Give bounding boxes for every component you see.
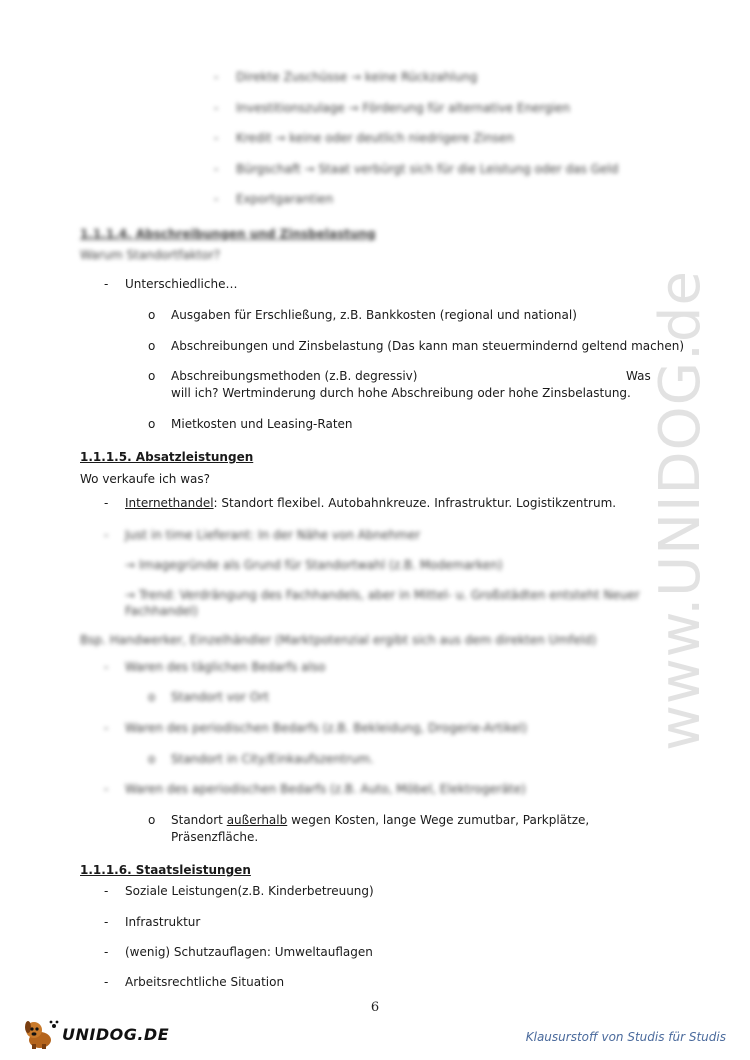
bullet-circle: o bbox=[148, 813, 156, 827]
blurred-list-item: → Trend: Verdrängung des Fachhandels, aber in Mittel- u. Großstädten entsteht Neuer bbox=[125, 588, 640, 602]
blurred-list-item: Standort vor Ort bbox=[171, 690, 269, 704]
blurred-list-item: Standort in City/Einkaufszentrum. bbox=[171, 752, 374, 766]
bullet-circle: o bbox=[148, 369, 156, 383]
bullet-dash: - bbox=[104, 975, 109, 989]
list-item-internethandel bbox=[125, 495, 616, 511]
internethandel-text: : Standort flexibel. Autobahnkreuze. Infrastruktur. Logistikzentrum. bbox=[213, 496, 617, 510]
list-item: Unterschiedliche… bbox=[125, 277, 238, 291]
section-heading-absatzleistungen: 1.1.1.5. Absatzleistungen bbox=[80, 450, 254, 464]
bullet-dash: - bbox=[104, 660, 109, 674]
logo-text: UNIDOG.DE bbox=[62, 1024, 170, 1044]
blurred-list-item: Direkte Zuschüsse → keine Rückzahlung bbox=[236, 70, 478, 84]
blurred-list-item: Waren des periodischen Bedarfs (z.B. Bekleidung, Drogerie-Artikel) bbox=[125, 721, 528, 735]
bullet-dash: - bbox=[104, 528, 109, 542]
list-item-standort bbox=[171, 812, 589, 828]
bullet-dash: - bbox=[104, 915, 109, 929]
blurred-list-item: → Imagegründe als Grund für Standortwahl (z.B. Modemarken) bbox=[125, 558, 503, 572]
list-item-continuation: will ich? Wertminderung durch hohe Abschreibung oder hohe Zinsbelastung. bbox=[171, 386, 631, 400]
section-heading-abschreibungen: 1.1.1.4. Abschreibungen und Zinsbelastung bbox=[80, 227, 376, 241]
bullet-dash: - bbox=[104, 884, 109, 898]
bullet-dash: - bbox=[104, 277, 109, 291]
section-intro: Wo verkaufe ich was? bbox=[80, 472, 210, 486]
blurred-list-item: Kredit → keine oder deutlich niedrigere Zinsen bbox=[236, 131, 514, 145]
list-item-continuation: Was bbox=[626, 369, 651, 383]
footer-logo bbox=[22, 1018, 169, 1050]
bullet-dash: - bbox=[104, 782, 109, 796]
section-heading-staatsleistungen: 1.1.1.6. Staatsleistungen bbox=[80, 863, 251, 877]
bullet-circle: o bbox=[148, 339, 156, 353]
list-item-continuation: Präsenzfläche. bbox=[171, 830, 259, 844]
list-item: Soziale Leistungen(z.B. Kinderbetreuung) bbox=[125, 884, 374, 898]
dog-mascot-icon bbox=[22, 1018, 60, 1050]
bullet-dash: - bbox=[104, 945, 109, 959]
list-item: Infrastruktur bbox=[125, 915, 201, 929]
list-item: Mietkosten und Leasing-Raten bbox=[171, 417, 353, 431]
blurred-list-item: Bürgschaft → Staat verbürgt sich für die Leistung oder das Geld bbox=[236, 162, 619, 176]
footer-tagline: Klausurstoff von Studis für Studis bbox=[525, 1030, 726, 1044]
list-item: Ausgaben für Erschließung, z.B. Bankkosten (regional und national) bbox=[171, 308, 577, 322]
watermark-text: www.UNIDOG.de bbox=[647, 269, 713, 751]
list-item: Abschreibungsmethoden (z.B. degressiv) bbox=[171, 369, 418, 383]
bullet-dash: - bbox=[214, 131, 219, 145]
bullet-dash: - bbox=[104, 721, 109, 735]
bullet-dash: - bbox=[214, 162, 219, 176]
bullet-circle: o bbox=[148, 690, 156, 704]
blurred-list-item: Waren des aperiodischen Bedarfs (z.B. Auto, Möbel, Elektrogeräte) bbox=[125, 782, 526, 796]
blurred-list-item: Waren des täglichen Bedarfs also bbox=[125, 660, 326, 674]
bullet-dash: - bbox=[214, 70, 219, 84]
blurred-list-item: Fachhandel) bbox=[125, 604, 198, 618]
section-subtitle: Warum Standortfaktor? bbox=[80, 248, 221, 262]
list-item: Arbeitsrechtliche Situation bbox=[125, 975, 285, 989]
standort-text: Standort bbox=[171, 813, 227, 827]
blurred-list-item: Investitionszulage → Förderung für alternative Energien bbox=[236, 101, 571, 115]
watermark bbox=[600, 269, 750, 751]
list-item: (wenig) Schutzauflagen: Umweltauflagen bbox=[125, 945, 373, 959]
bullet-circle: o bbox=[148, 308, 156, 322]
list-item: Abschreibungen und Zinsbelastung (Das kann man steuermindernd geltend machen) bbox=[171, 339, 684, 353]
bullet-dash: - bbox=[214, 101, 219, 115]
standort-text-rest: wegen Kosten, lange Wege zumutbar, Parkplätze, bbox=[287, 813, 590, 827]
standort-underlined: außerhalb bbox=[226, 813, 288, 827]
bullet-dash: - bbox=[104, 496, 109, 510]
bullet-circle: o bbox=[148, 417, 156, 431]
internethandel-label: Internethandel bbox=[125, 496, 214, 510]
bullet-dash: - bbox=[214, 192, 219, 206]
blurred-list-item: Just in time Lieferant: In der Nähe von Abnehmer bbox=[125, 528, 421, 542]
blurred-list-item: Exportgarantien bbox=[236, 192, 334, 206]
page-number: 6 bbox=[370, 1000, 380, 1015]
blurred-paragraph: Bsp. Handwerker, Einzelhändler (Marktpotenzial ergibt sich aus dem direkten Umfeld) bbox=[80, 633, 597, 647]
bullet-circle: o bbox=[148, 752, 156, 766]
